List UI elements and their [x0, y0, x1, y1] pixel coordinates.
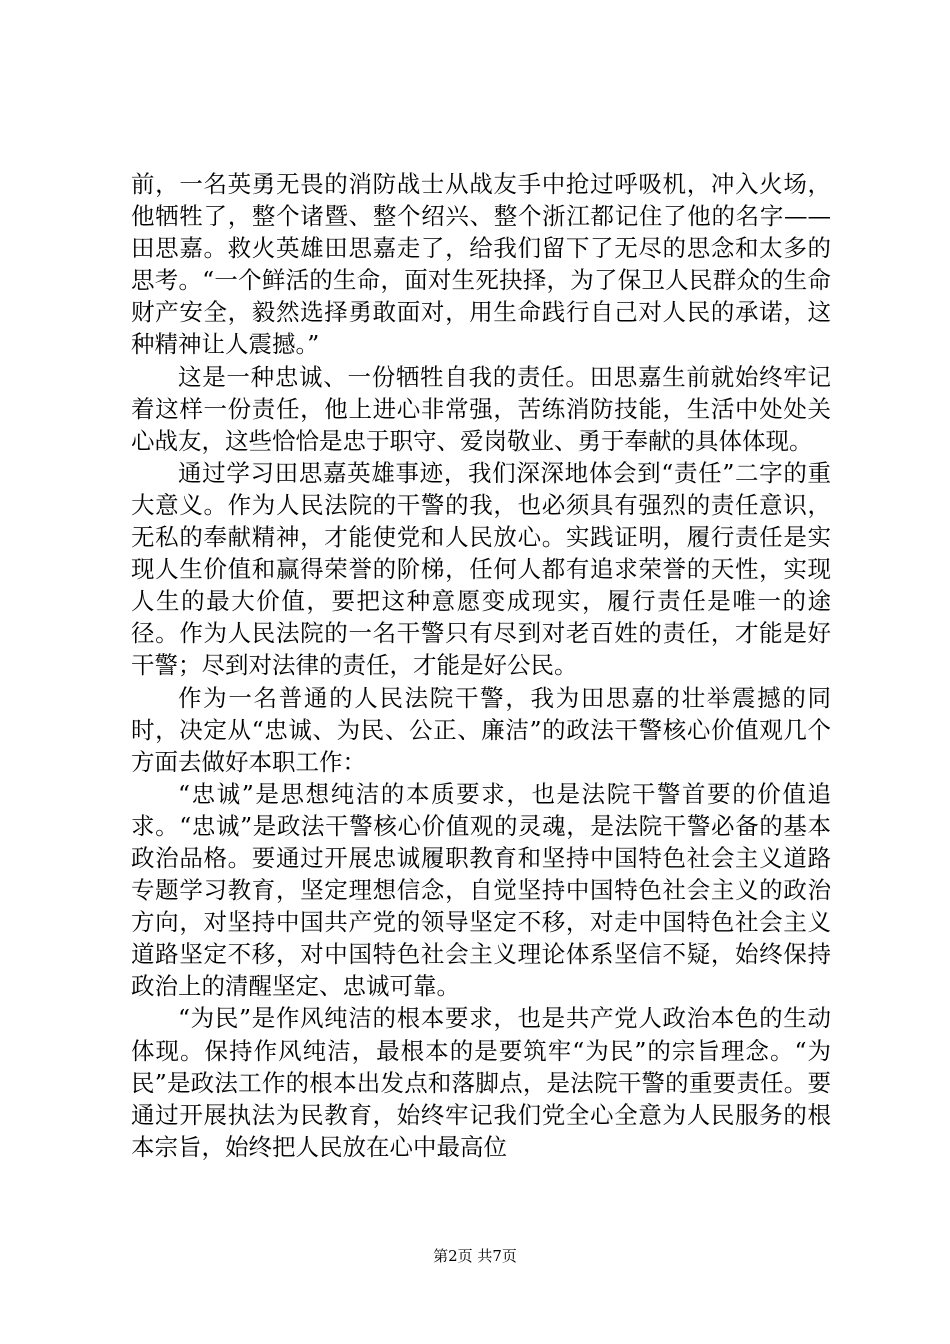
paragraph-5: “忠诚”是思想纯洁的本质要求，也是法院干警首要的价值追求。“忠诚”是政法干警核心价值观的灵魂，是法院干警必备的基本政治品格。要通过开展忠诚履职教育和坚持中国特色社会主义道路专题学习教育，坚定理想信念，自觉坚持中国特色社会主义的政治方向，对坚持中国共产党的领导坚定不移，对走中国特色社会主义道路坚定不移，对中国特色社会主义理论体系坚信不疑，始终保持政治上的清醒坚定、忠诚可靠。 — [131, 779, 831, 1001]
paragraph-6: “为民”是作风纯洁的根本要求，也是共产党人政治本色的生动体现。保持作风纯洁，最根本的是要筑牢“为民”的宗旨理念。“为民”是政法工作的根本出发点和落脚点，是法院干警的重要责任。要通过开展执法为民教育，始终牢记我们党全心全意为人民服务的根本宗旨，始终把人民放在心中最高位 — [131, 1004, 831, 1161]
paragraph-1: 前，一名英勇无畏的消防战士从战友手中抢过呼吸机，冲入火场，他牺牲了，整个诸暨、整个绍兴、整个浙江都记住了他的名字——田思嘉。救火英雄田思嘉走了，给我们留下了无尽的思念和太多的思考。“一个鲜活的生命，面对生死抉择，为了保卫人民群众的生命财产安全，毅然选择勇敢面对，用生命践行自己对人民的承诺，这种精神让人震撼。” — [131, 170, 831, 359]
paragraph-3: 通过学习田思嘉英雄事迹，我们深深地体会到“责任”二字的重大意义。作为人民法院的干警的我，也必须具有强烈的责任意识，无私的奉献精神，才能使党和人民放心。实践证明，履行责任是实现人生价值和赢得荣誉的阶梯，任何人都有追求荣誉的天性，实现人生的最大价值，要把这种意愿变成现实，履行责任是唯一的途径。作为人民法院的一名干警只有尽到对老百姓的责任，才能是好干警；尽到对法律的责任，才能是好公民。 — [131, 458, 831, 680]
paragraph-4: 作为一名普通的人民法院干警，我为田思嘉的壮举震撼的同时，决定从“忠诚、为民、公正、廉洁”的政法干警核心价值观几个方面去做好本职工作： — [131, 683, 831, 776]
paragraph-2: 这是一种忠诚、一份牺牲自我的责任。田思嘉生前就始终牢记着这样一份责任，他上进心非常强，苦练消防技能，生活中处处关心战友，这些恰恰是忠于职守、爱岗敬业、勇于奉献的具体体现。 — [131, 362, 831, 455]
document-body — [131, 168, 831, 1163]
page-number-footer: 第2页 共7页 — [433, 1247, 517, 1265]
